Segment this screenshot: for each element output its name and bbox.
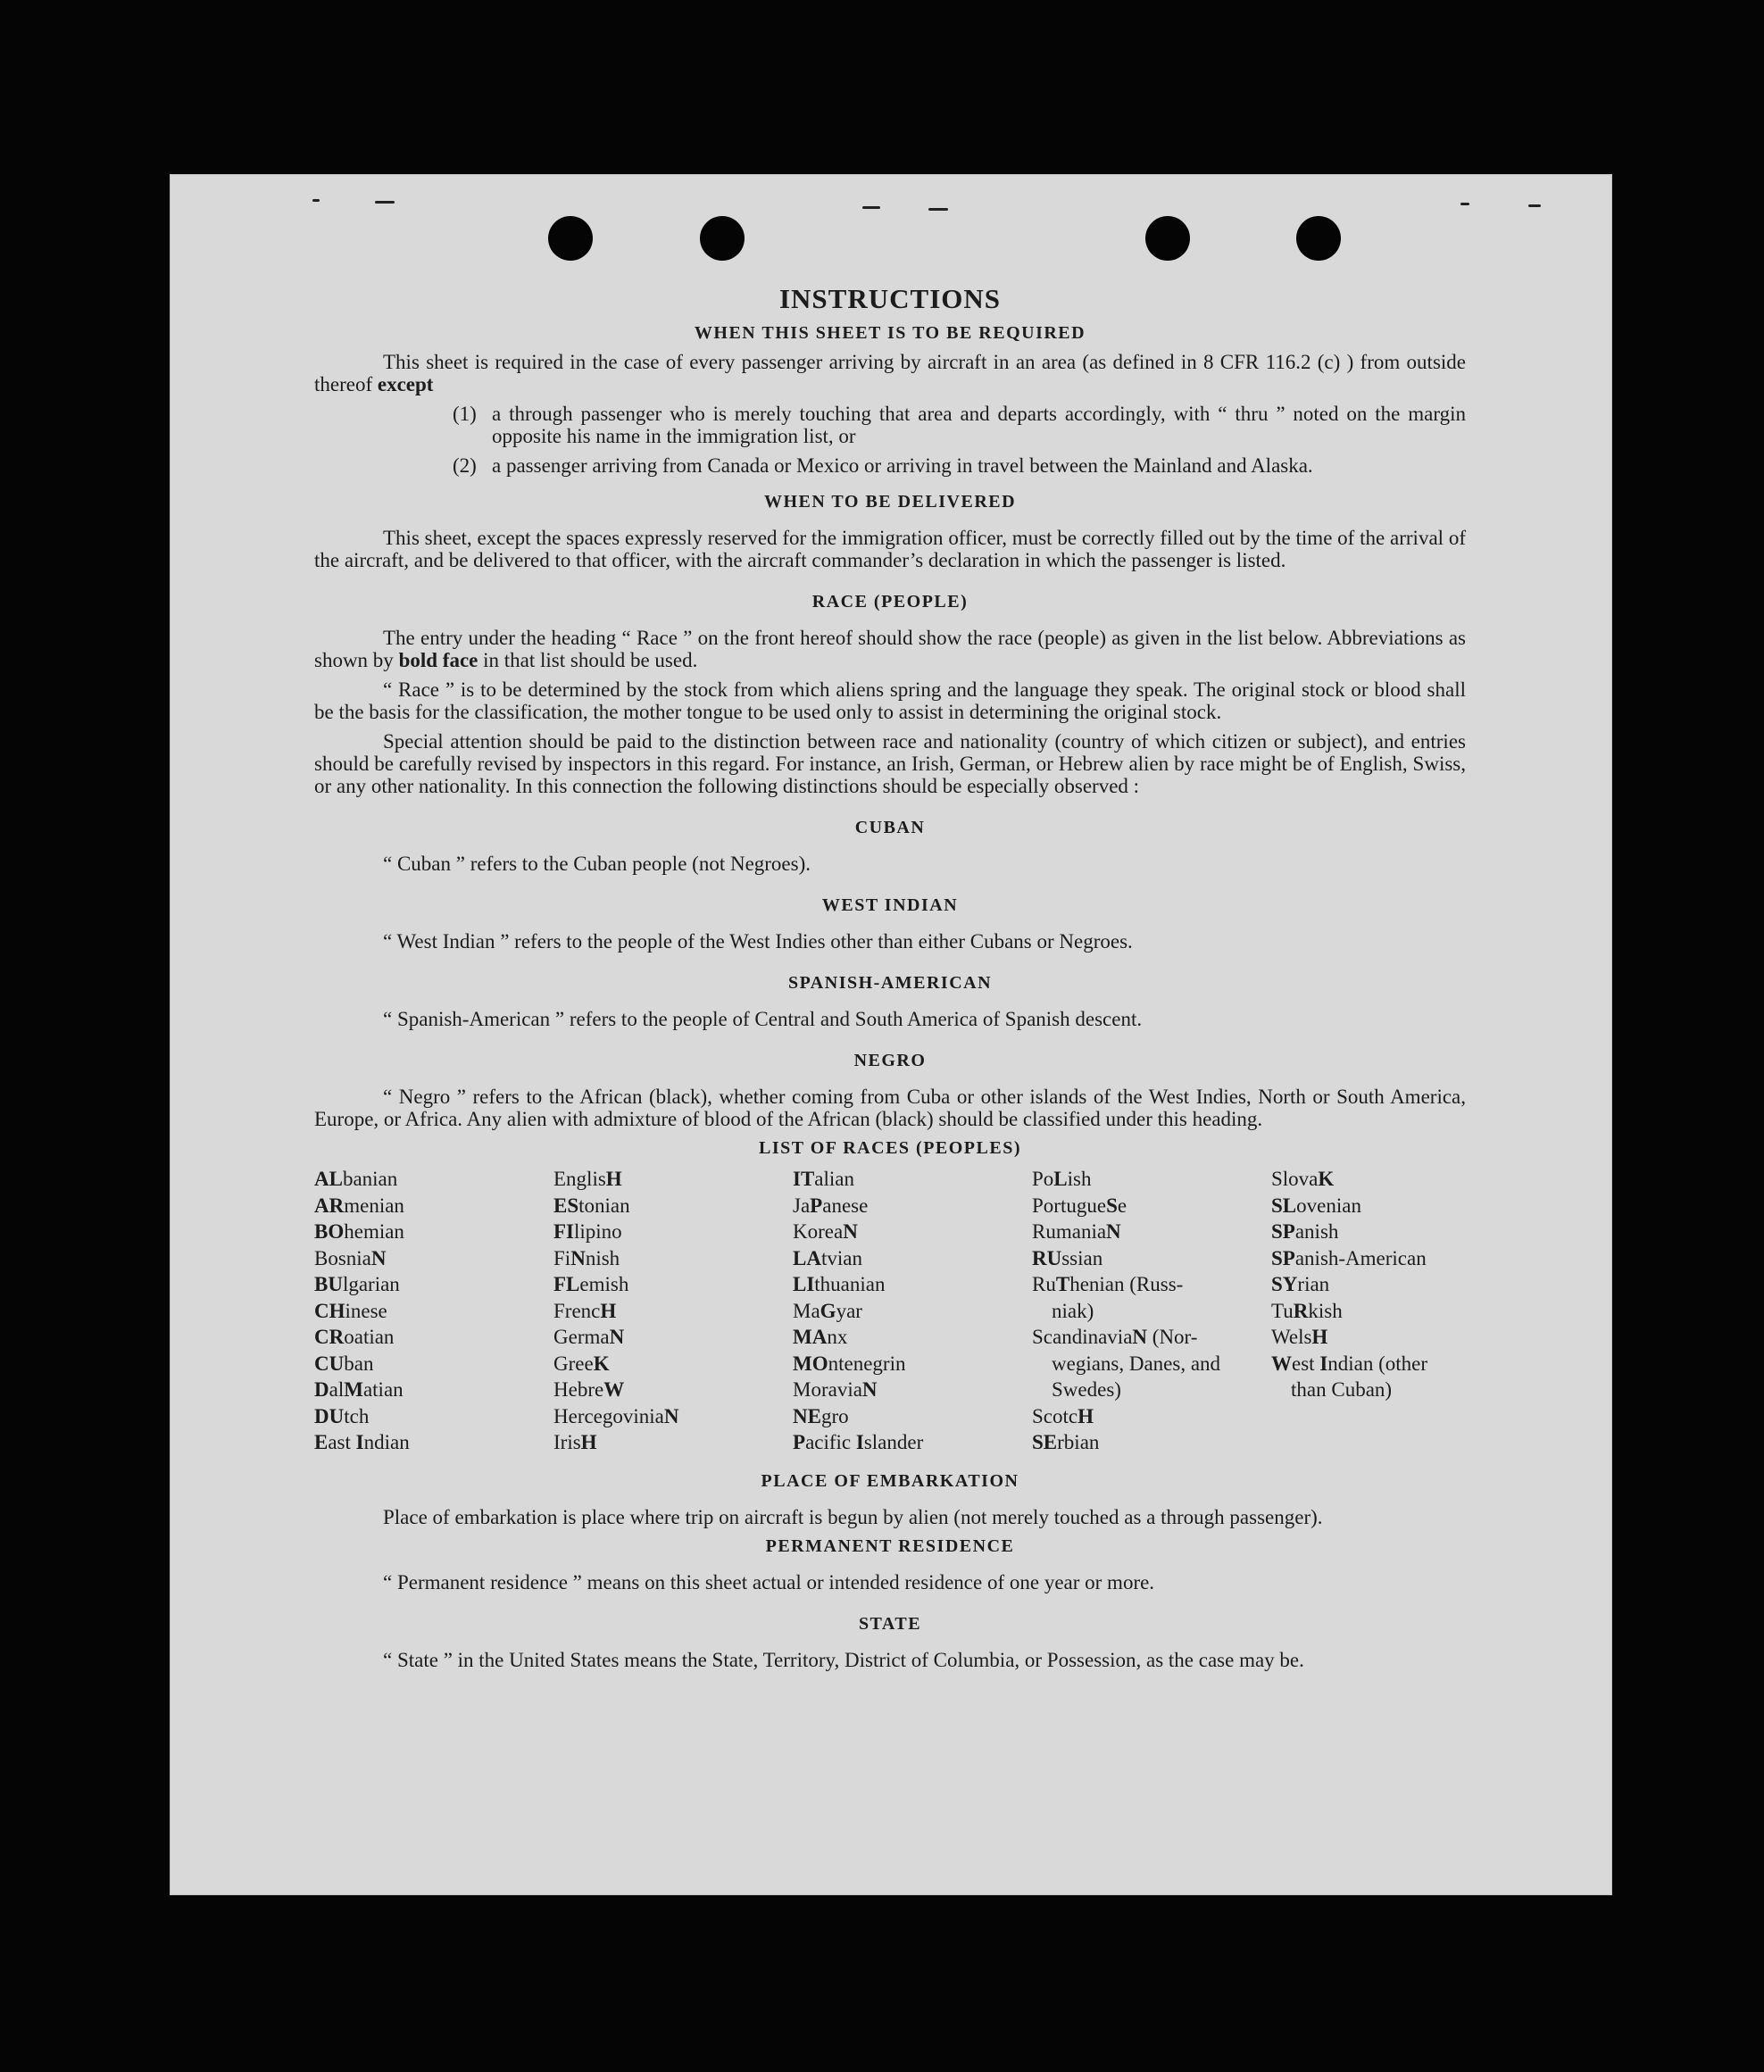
required-item-2: (2) a passenger arriving from Canada or Mexico or arriving in travel between the Mainland and Alaska.: [453, 454, 1313, 477]
punch-hole: [700, 216, 745, 261]
race-entry: EStonian: [553, 1194, 630, 1217]
race-entry: BOhemian: [314, 1220, 404, 1243]
race-entry: SPanish: [1271, 1220, 1339, 1243]
race-entry: ALbanian: [314, 1168, 398, 1190]
race-entry: TuRkish: [1271, 1299, 1343, 1322]
race-entry: PortugueSe: [1032, 1194, 1127, 1217]
races-column: [1271, 1166, 1466, 1456]
race-entry: GreeK: [553, 1352, 610, 1375]
race-entry: MoraviaN: [793, 1378, 878, 1401]
races-column: [1032, 1166, 1271, 1456]
race-entry: IrisH: [553, 1431, 597, 1453]
race-entry: MAnx: [793, 1326, 848, 1348]
speck: [928, 208, 948, 211]
speck: [1528, 204, 1541, 207]
race-entry: NEgro: [793, 1404, 849, 1427]
race-paragraph-2: “ Race ” is to be determined by the stock from which aliens spring and the language they speak. The original stock or blood shall be the basis for the classification, the mother tongue to be used only to assist in determining the original stock.: [314, 678, 1466, 723]
race-entry: WelsH: [1271, 1326, 1328, 1348]
page-title: INSTRUCTIONS: [778, 283, 1001, 314]
state-body: “ State ” in the United States means the State, Territory, District of Columbia, or Possession, as the case may be.: [383, 1648, 1304, 1671]
race-entry: FrencH: [553, 1299, 617, 1322]
heading-permanent-residence: PERMANENT RESIDENCE: [765, 1535, 1015, 1556]
required-intro: This sheet is required in the case of every passenger arriving by aircraft in an area (as defined in 8 CFR 116.2 (c) ) from outside thereof except: [314, 351, 1466, 395]
race-entry: GermaN: [553, 1326, 625, 1348]
document-page: [170, 174, 1612, 1895]
race-entry: FLemish: [553, 1273, 629, 1295]
punch-hole: [1145, 216, 1190, 261]
race-entry: Pacific Islander: [793, 1431, 924, 1453]
race-entry: DalMatian: [314, 1378, 404, 1401]
race-entry: FIlipino: [553, 1220, 622, 1243]
race-entry: KoreaN: [793, 1220, 858, 1243]
race-paragraph-3: Special attention should be paid to the distinction between race and nationality (country of which citizen or subject), and entries should be carefully revised by inspectors in this regard. For instance, an Irish, German, or Hebrew alien by race might be of English, Swiss, or any other nationality. In this connection the following distinctions should be especially observed :: [314, 730, 1466, 797]
speck: [1460, 203, 1469, 205]
speck: [312, 199, 320, 202]
embarkation-body: Place of embarkation is place where trip on aircraft is begun by alien (not merely touched as a through passenger).: [383, 1505, 1323, 1528]
residence-body: “ Permanent residence ” means on this sheet actual or intended residence of one year or more.: [383, 1570, 1155, 1594]
heading-cuban: CUBAN: [854, 818, 926, 837]
race-entry: ScotcH: [1032, 1404, 1094, 1427]
race-paragraph-1: The entry under the heading “ Race ” on the front hereof should show the race (people) as given in the list below. Abbreviations as shown by bold face in that list should be used.: [314, 627, 1466, 671]
race-entry-continuation: niak): [1052, 1299, 1094, 1322]
punch-hole: [548, 216, 593, 261]
race-entry: FiNnish: [553, 1246, 620, 1269]
heading-west-indian: WEST INDIAN: [821, 895, 959, 915]
speck: [862, 206, 880, 209]
race-entry: SPanish-American: [1271, 1246, 1427, 1269]
heading-required: WHEN THIS SHEET IS TO BE REQUIRED: [694, 323, 1086, 343]
race-entry: LAtvian: [793, 1246, 862, 1269]
race-entry: PoLish: [1032, 1168, 1092, 1190]
race-entry: HercegoviniaN: [553, 1404, 679, 1427]
race-entry: BosniaN: [314, 1246, 387, 1269]
race-entry: DUtch: [314, 1404, 370, 1427]
race-entry: ARmenian: [314, 1194, 404, 1217]
race-entry: ITalian: [793, 1168, 854, 1190]
required-item-1: (1) a through passenger who is merely touching that area and departs accordingly, with “ thru ” noted on the margin opposite his name in the immigration list, or: [453, 403, 1466, 447]
race-entry: RumaniaN: [1032, 1220, 1121, 1243]
race-entry-continuation: than Cuban): [1291, 1378, 1393, 1401]
race-entry: JaPanese: [793, 1194, 869, 1217]
race-entry: SLovenian: [1271, 1194, 1361, 1217]
heading-race: RACE (PEOPLE): [811, 592, 969, 612]
delivered-body: This sheet, except the spaces expressly reserved for the immigration officer, must be correctly filled out by the time of the arrival of the aircraft, and be delivered to that officer, with the aircraft commander’s declaration in which the passenger is listed.: [314, 527, 1466, 571]
race-entry: CRoatian: [314, 1326, 395, 1348]
races-column: [793, 1166, 1032, 1456]
race-entry: HebreW: [553, 1378, 625, 1401]
cuban-body: “ Cuban ” refers to the Cuban people (not Negroes).: [383, 853, 811, 875]
heading-list-of-races: LIST OF RACES (PEOPLES): [758, 1138, 1021, 1158]
heading-delivered: WHEN TO BE DELIVERED: [763, 492, 1017, 512]
race-entry: East Indian: [314, 1431, 410, 1453]
spanish-american-body: “ Spanish-American ” refers to the people of Central and South America of Spanish descent.: [383, 1008, 1143, 1030]
race-entry-continuation: wegians, Danes, and Swedes): [1052, 1352, 1221, 1401]
heading-negro: NEGRO: [853, 1051, 927, 1070]
race-entry: MaGyar: [793, 1299, 862, 1322]
race-entry: SYrian: [1271, 1273, 1330, 1295]
race-entry: MOntenegrin: [793, 1352, 906, 1375]
race-entry: RUssian: [1032, 1246, 1103, 1269]
race-entry: BUlgarian: [314, 1273, 400, 1295]
negro-body: “ Negro ” refers to the African (black), whether coming from Cuba or other islands of the West Indies, North or South America, Europe, or Africa. Any alien with admixture of blood of the African (black) should be classified under this heading.: [314, 1086, 1466, 1130]
race-entry: EnglisH: [553, 1168, 622, 1190]
west-indian-body: “ West Indian ” refers to the people of the West Indies other than either Cubans or Negroes.: [383, 930, 1133, 953]
race-entry: SErbian: [1032, 1431, 1100, 1453]
races-column: [553, 1166, 793, 1456]
race-entry: SlovaK: [1271, 1168, 1335, 1190]
race-entry: RuThenian (Russ-: [1032, 1273, 1184, 1295]
race-entry: CUban: [314, 1352, 374, 1375]
speck: [375, 201, 395, 204]
heading-spanish-american: SPANISH-AMERICAN: [787, 973, 993, 993]
race-entry: ScandinaviaN (Nor-: [1032, 1326, 1198, 1348]
heading-state: STATE: [858, 1613, 922, 1634]
race-entry: LIthuanian: [793, 1273, 886, 1295]
race-entry: West Indian (other: [1271, 1352, 1428, 1375]
punch-hole: [1296, 216, 1341, 261]
instructions-content: [314, 283, 1466, 1671]
races-list: [314, 1166, 1466, 1456]
race-entry: CHinese: [314, 1299, 387, 1322]
races-column: [314, 1166, 553, 1456]
heading-embarkation: PLACE OF EMBARKATION: [761, 1470, 1019, 1491]
